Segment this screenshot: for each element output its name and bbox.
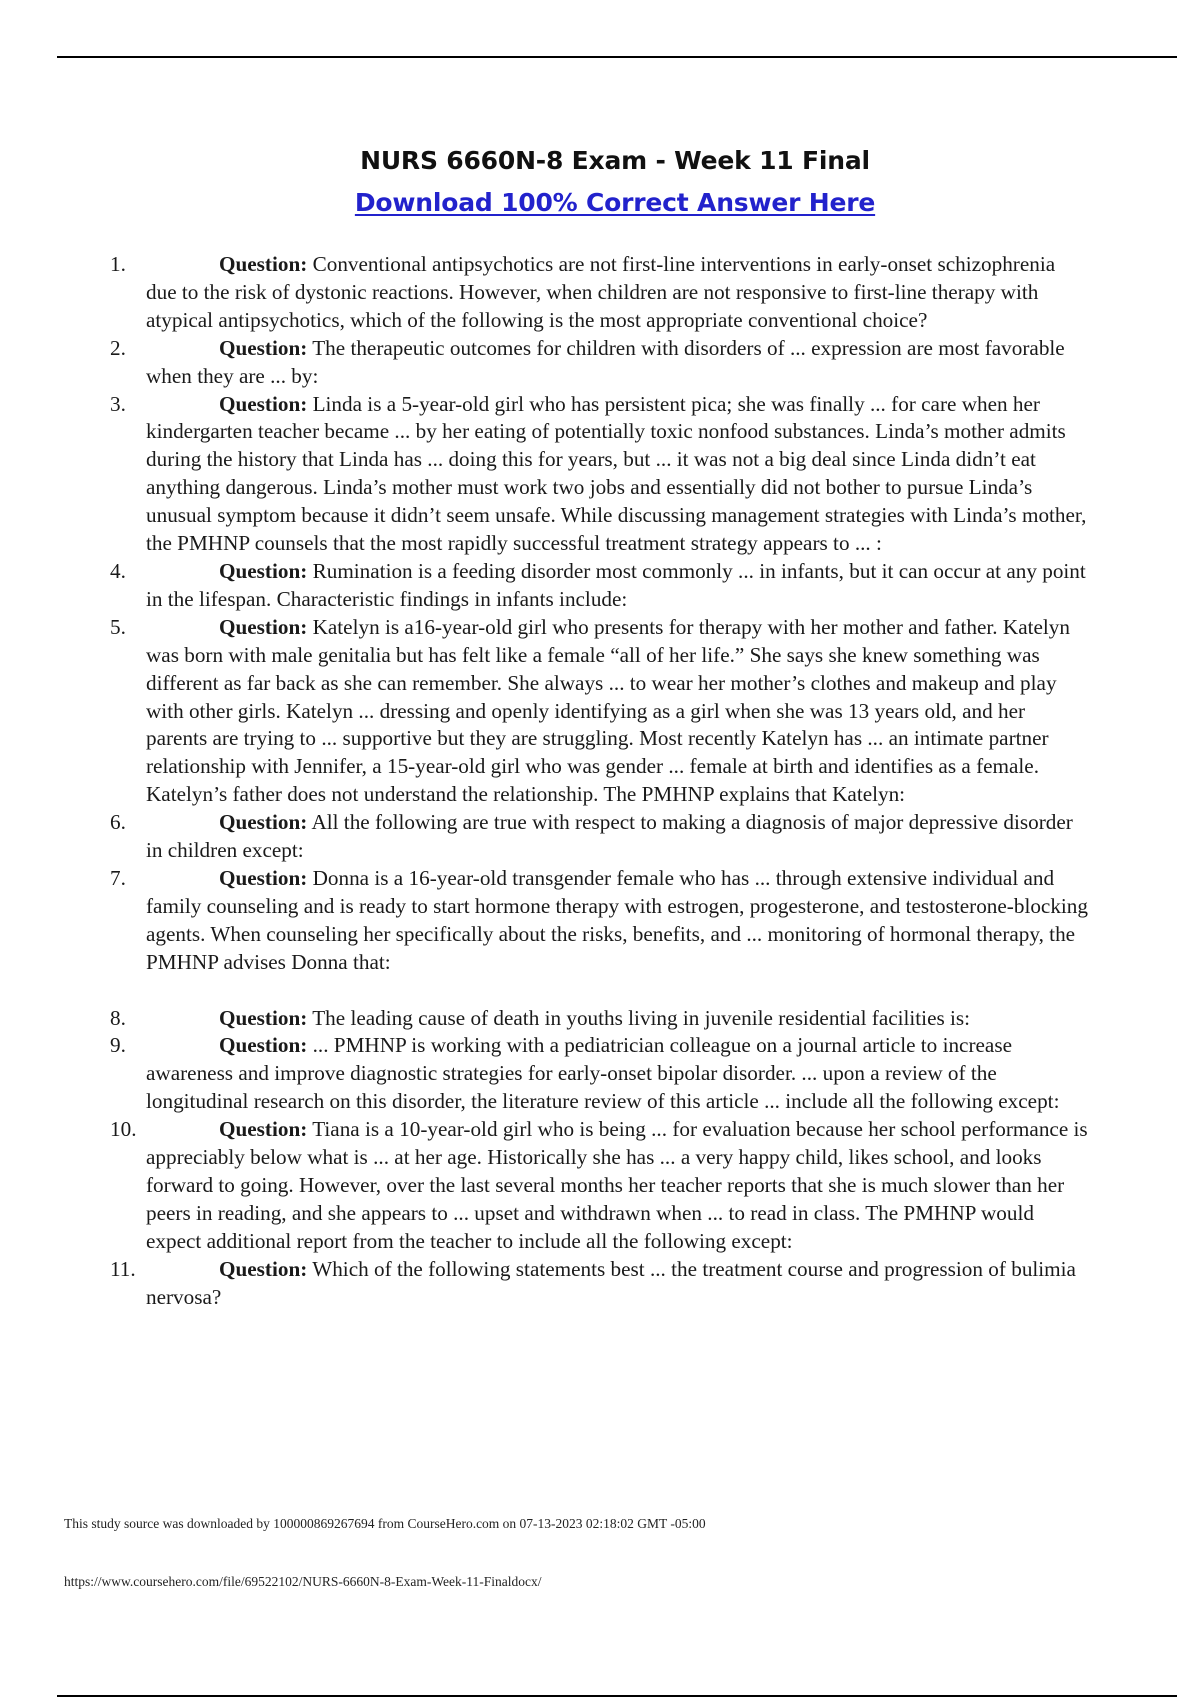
question-item — [0, 335, 1091, 391]
bottom-rule — [57, 1695, 1177, 1697]
download-answer-link[interactable]: Download 100% Correct Answer Here — [354, 188, 876, 217]
download-link-container — [0, 188, 1200, 217]
source-url: https://www.coursehero.com/file/69522102/NURS-6660N-8-Exam-Week-11-Finaldocx/ — [64, 1574, 542, 1589]
question-label: Question: — [219, 335, 308, 360]
question-item — [0, 558, 1091, 614]
question-label: Question: — [219, 391, 308, 416]
question-item — [0, 865, 1091, 977]
question-label: Question: — [219, 1005, 308, 1030]
question-label: Question: — [219, 1256, 308, 1281]
download-source-notice: This study source was downloaded by 100000869267694 from CourseHero.com on 07-13-2023 02:18:02 GMT -05:00 — [64, 1516, 706, 1531]
question-number: 11. — [110, 1256, 136, 1281]
question-label: Question: — [219, 1033, 308, 1058]
question-text: The therapeutic outcomes for children with disorders of ... expression are most favorable when they are ... by: — [146, 335, 1065, 388]
question-number: 5. — [110, 614, 126, 639]
question-number: 10. — [110, 1117, 137, 1142]
question-text: Donna is a 16-year-old transgender female who has ... through extensive individual and family counseling and is ready to start hormone therapy with estrogen, progesterone, and testosterone-blocking agents. When counseling her specifically about the risks, benefits, and ... monitoring of hormonal therapy, the PMHNP advises Donna that: — [146, 865, 1088, 974]
question-item — [0, 614, 1091, 809]
question-text: Rumination is a feeding disorder most commonly ... in infants, but it can occur at any point in the lifespan. Characteristic findings in infants include: — [146, 558, 1086, 611]
question-item — [0, 251, 1091, 335]
question-text: Katelyn is a16-year-old girl who presents for therapy with her mother and father. Katelyn was born with male genitalia but has felt like a female “all of her life.” She says she knew something was different as far back as she can remember. She always ... to wear her mother’s clothes and makeup and play with other girls. Katelyn ... dressing and openly identifying as a girl when she was 13 years old, and her parents are trying to ... supportive but they are struggling. Most recently Katelyn has ... an intimate partner relationship with Jennifer, a 15-year-old girl who was gender ... female at birth and identifies as a female. Katelyn’s father does not understand the relationship. The PMHNP explains that Katelyn: — [146, 614, 1070, 807]
question-label: Question: — [219, 558, 308, 583]
question-number: 1. — [110, 252, 126, 276]
question-text: The leading cause of death in youths living in juvenile residential facilities is: — [312, 1005, 971, 1030]
question-label: Question: — [219, 1117, 308, 1142]
question-number: 2. — [110, 335, 126, 360]
question-list — [0, 251, 1200, 1312]
question-number: 6. — [110, 810, 126, 835]
question-item — [0, 1256, 1091, 1312]
question-item — [0, 1005, 1091, 1033]
question-text: Conventional antipsychotics are not first-line interventions in early-onset schizophrenia due to the risk of dystonic reactions. However, when children are not responsive to first-line therapy with atypical antipsychotics, which of the following is the most appropriate conventional choice? — [146, 252, 1056, 332]
top-rule — [57, 56, 1177, 58]
question-text: All the following are true with respect to making a diagnosis of major depressive disorder in children except: — [146, 810, 1073, 863]
question-number: 9. — [110, 1033, 126, 1058]
question-label: Question: — [219, 865, 308, 890]
question-text: Tiana is a 10-year-old girl who is being ... for evaluation because her school performance is appreciably below what is ... at her age. Historically she has ... a very happy child, likes school, and looks forward to going. However, over the last several months her teacher reports that she is much slower than her peers in reading, and she appears to ... upset and withdrawn when ... to read in class. The PMHNP would expect additional report from the teacher to include all the following except: — [146, 1117, 1088, 1253]
question-item — [0, 1032, 1091, 1116]
question-label: Question: — [219, 810, 308, 835]
question-number: 8. — [110, 1005, 126, 1030]
question-item — [0, 391, 1091, 558]
question-text: Which of the following statements best ... the treatment course and progression of bulimia nervosa? — [146, 1256, 1076, 1309]
question-number: 3. — [110, 391, 126, 416]
document-title: NURS 6660N-8 Exam - Week 11 Final — [360, 146, 870, 175]
question-label: Question: — [219, 252, 308, 276]
question-item — [0, 809, 1091, 865]
question-number: 7. — [110, 865, 126, 890]
question-number: 4. — [110, 558, 126, 583]
question-label: Question: — [219, 614, 308, 639]
question-item — [0, 1116, 1091, 1256]
question-text: ... PMHNP is working with a pediatrician colleague on a journal article to increase awareness and improve diagnostic strategies for early-onset bipolar disorder. ... upon a review of the longitudinal research on this disorder, the literature review of this article ... include all the following except: — [146, 1033, 1060, 1114]
question-text: Linda is a 5-year-old girl who has persistent pica; she was finally ... for care when her kindergarten teacher became ... by her eating of potentially toxic nonfood substances. Linda’s mother admits during the history that Linda has ... doing this for years, but ... it was not a big deal since Linda didn’t eat anything dangerous. Linda’s mother must work two jobs and essentially did not bother to pursue Linda’s unusual symptom because it didn’t seem unsafe. While discussing management strategies with Linda’s mother, the PMHNP counsels that the most rapidly successful treatment strategy appears to ... : — [146, 391, 1087, 556]
